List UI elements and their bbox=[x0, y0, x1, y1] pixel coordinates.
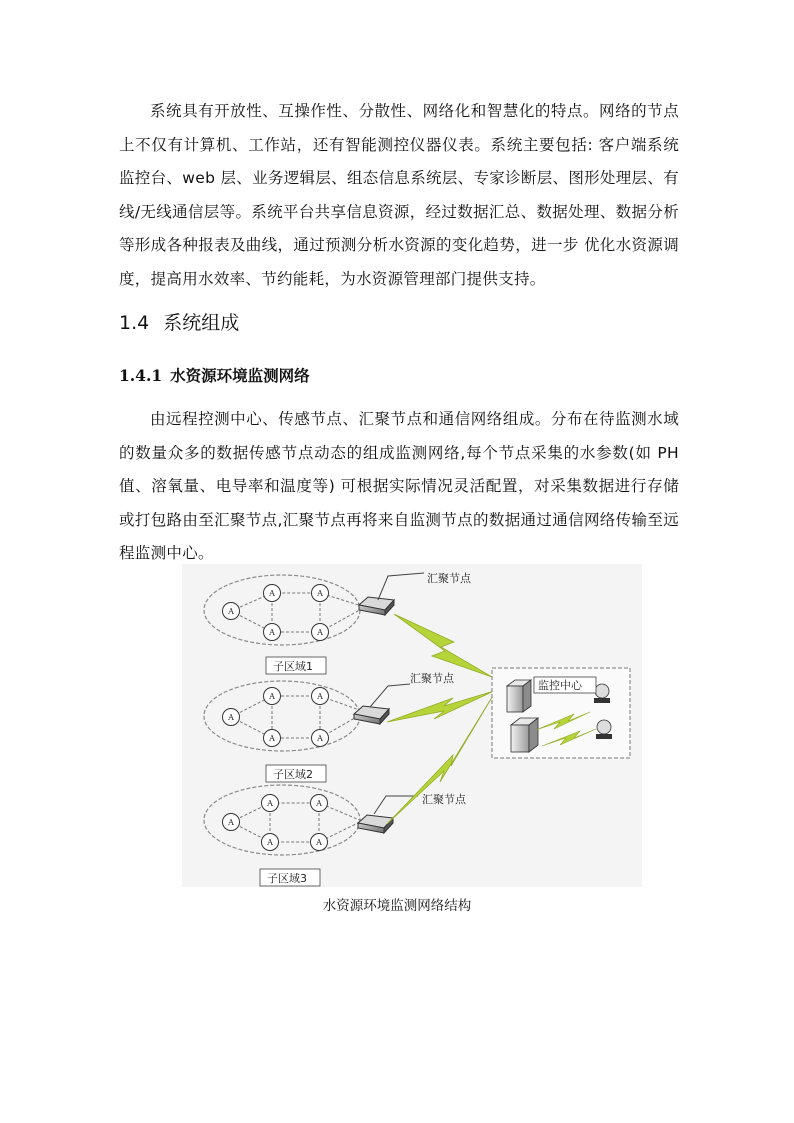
subregion-label-1: 子区域1 bbox=[273, 660, 313, 673]
sensor-node-label-6: A bbox=[228, 713, 234, 722]
sensor-node-label-13: A bbox=[316, 799, 322, 808]
sensor-node-label-3: A bbox=[317, 589, 323, 598]
sensor-node-label-7: A bbox=[269, 692, 275, 701]
center-label: 监控中心 bbox=[538, 679, 582, 692]
aggregation-node-3-icon bbox=[358, 815, 393, 833]
subregion-label-3: 子区域3 bbox=[267, 872, 307, 885]
client-terminal-icon-1 bbox=[594, 684, 610, 703]
subsection-number: 1.4.1 bbox=[119, 366, 163, 385]
section-title: 系统组成 bbox=[163, 312, 240, 334]
aggregation-node-2-icon bbox=[354, 706, 389, 724]
intro-paragraph: 系统具有开放性、互操作性、分散性、网络化和智慧化的特点。网络的节点上不仅有计算机、工作站，还有智能测控仪器仪表。系统主要包括: 客户端系统监控台、web 层、业务逻辑层、组态信息系统层、专家诊断层、图形处理层、有线/无线通信层等。系统平台共享信息资源，经过数据汇总、数据处理、数据分析等形成各种报表及曲线，通过预测分析水资源的变化趋势，进一步 优化水资源调度，提高用水效率、节约能耗，为水资源管理部门提供支持。 bbox=[119, 102, 679, 288]
sensor-node-label-9: A bbox=[269, 734, 275, 743]
sensor-node-label-12: A bbox=[267, 799, 273, 808]
subsection-title: 水资源环境监测网络 bbox=[170, 367, 310, 385]
section-heading bbox=[119, 308, 239, 338]
sensor-node-label-10: A bbox=[317, 734, 323, 743]
aggregation-node-label-1: 汇聚节点 bbox=[427, 572, 471, 585]
wireless-bolt-2 bbox=[387, 691, 494, 722]
sensor-node-label-5: A bbox=[317, 628, 323, 637]
sensor-node-label-15: A bbox=[316, 838, 322, 847]
subregion-label-2: 子区域2 bbox=[273, 768, 313, 781]
sensor-node-label-14: A bbox=[267, 838, 273, 847]
sensor-node-label-8: A bbox=[317, 692, 323, 701]
section-number: 1.4 bbox=[119, 312, 150, 334]
subsection-heading bbox=[119, 363, 310, 389]
network-diagram bbox=[182, 564, 642, 887]
sensor-node-label-1: A bbox=[228, 607, 234, 616]
network-paragraph: 由远程控测中心、传感节点、汇聚节点和通信网络组成。分布在待监测水域的数量众多的数据传感节点动态的组成监测网络,每个节点采集的水参数(如 PH 值、溶氧量、电导率和温度等) 可根据实际情况灵活配置，对采集数据进行存储或打包路由至汇聚节点,汇聚节点再将来自监测节点的数据通过通信网络传输至远程监测中心。 bbox=[119, 410, 679, 562]
aggregation-node-label-2: 汇聚节点 bbox=[410, 672, 454, 685]
sensor-node-label-11: A bbox=[228, 818, 234, 827]
aggregation-node-label-3: 汇聚节点 bbox=[422, 793, 466, 806]
sensor-node-label-4: A bbox=[269, 628, 275, 637]
sensor-node-label-2: A bbox=[269, 589, 275, 598]
network-structure-figure bbox=[182, 564, 642, 887]
figure-caption: 水资源环境监测网络结构 bbox=[322, 898, 472, 914]
aggregation-node-1-icon bbox=[359, 597, 394, 615]
wireless-bolt-1 bbox=[394, 614, 492, 677]
server-icon-1 bbox=[507, 680, 531, 712]
sensor-nodes bbox=[223, 585, 329, 851]
client-terminal-icon-2 bbox=[596, 720, 612, 739]
server-icon-2 bbox=[511, 718, 538, 752]
